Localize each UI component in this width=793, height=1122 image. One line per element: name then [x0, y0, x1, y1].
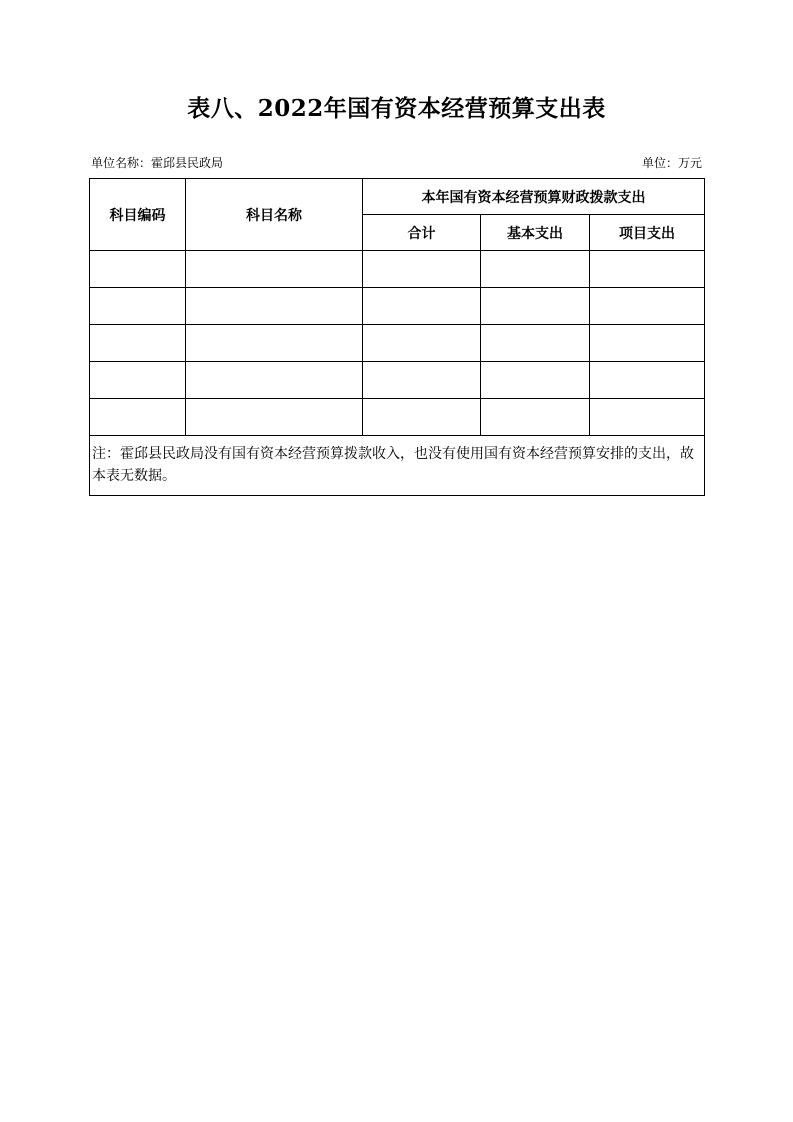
- note-row: [90, 436, 705, 496]
- table-cell: [481, 362, 590, 399]
- table-note: 注：霍邱县民政局没有国有资本经营预算拨款收入，也没有使用国有资本经营预算安排的支出，故本表无数据。: [90, 436, 705, 496]
- header-expenditure-group: 本年国有资本经营预算财政拨款支出: [363, 179, 705, 215]
- table-cell: [481, 288, 590, 325]
- table-cell: [186, 288, 363, 325]
- header-subject-name: 科目名称: [186, 179, 363, 251]
- table-cell: [90, 325, 186, 362]
- table-row: [90, 399, 705, 436]
- unit-label: 单位：万元: [641, 156, 702, 170]
- table-row: [90, 362, 705, 399]
- table-cell: [363, 288, 481, 325]
- table-cell: [90, 362, 186, 399]
- table-cell: [186, 325, 363, 362]
- table-row: [90, 325, 705, 362]
- table-cell: [590, 362, 705, 399]
- table-cell: [90, 251, 186, 288]
- table-cell: [90, 399, 186, 436]
- table-cell: [186, 251, 363, 288]
- table-cell: [90, 288, 186, 325]
- expenditure-table: [89, 178, 705, 496]
- table-cell: [481, 325, 590, 362]
- table-cell: [363, 325, 481, 362]
- table-cell: [590, 288, 705, 325]
- table-cell: [363, 399, 481, 436]
- table-cell: [363, 362, 481, 399]
- header-total: 合计: [363, 215, 481, 251]
- table-cell: [590, 251, 705, 288]
- table-row: [90, 251, 705, 288]
- page-title: 表八、2022年国有资本经营预算支出表: [187, 95, 606, 122]
- table-cell: [363, 251, 481, 288]
- table-cell: [186, 399, 363, 436]
- table-row: [90, 288, 705, 325]
- table-cell: [590, 399, 705, 436]
- table-cell: [481, 399, 590, 436]
- unit-name: 单位名称：霍邱县民政局: [91, 156, 224, 170]
- header-project-expenditure: 项目支出: [590, 215, 705, 251]
- table-cell: [481, 251, 590, 288]
- header-subject-code: 科目编码: [90, 179, 186, 251]
- header-row-1: [90, 179, 705, 215]
- table-cell: [186, 362, 363, 399]
- header-basic-expenditure: 基本支出: [481, 215, 590, 251]
- table-cell: [590, 325, 705, 362]
